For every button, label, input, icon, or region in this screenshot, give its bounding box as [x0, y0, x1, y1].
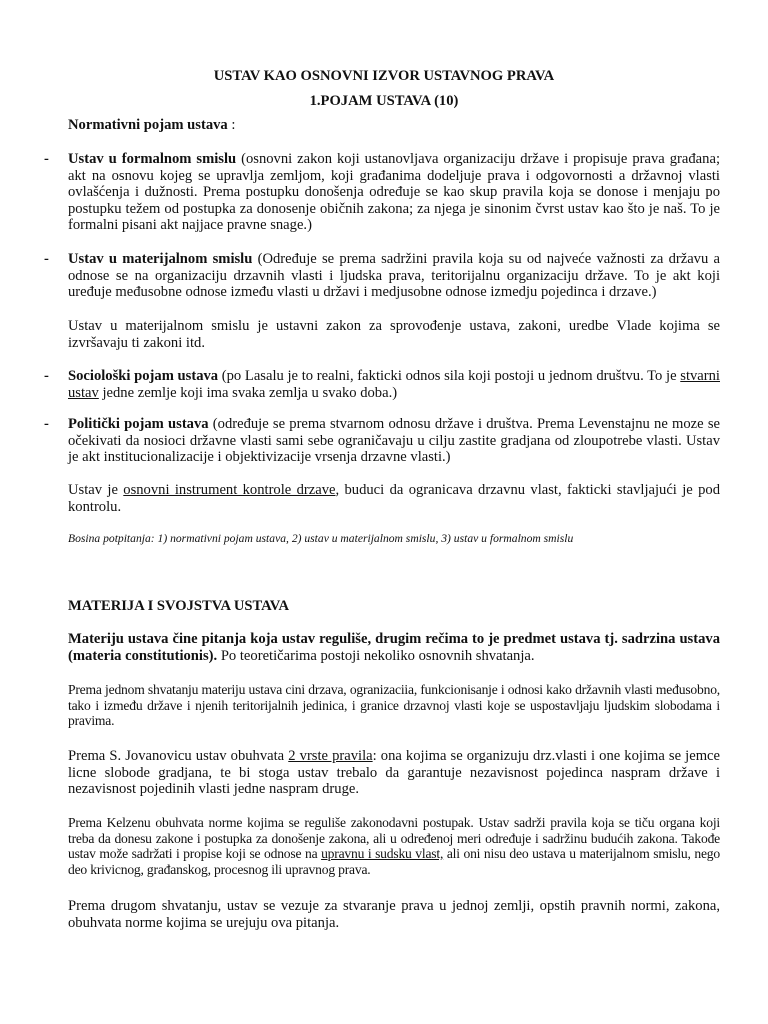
jovanovic-paragraph [68, 748, 720, 798]
formal-sense-paragraph [68, 151, 720, 234]
formal-text: (osnovni zakon koji ustanovljava organizaciju države i propisuje prava građana; akt na osnovu kojeg se upravlja zemljom, koji građanima dodeljuje prava i odgovornosti a državnoj vlasti ovlašćenja i dužnosti. Prema postupku donošenja određuje se kao skup pravila koja se donose i menjaju po postupku težem od postupka za donosenje običnih zakona; za njega je sinonim čvrst ustav kao što je naš. To je formalni pisani akt najjace pravne snage.) [68, 151, 720, 233]
kelzen-text-1: Prema Kelzenu obuhvata norme kojima se reguliše zakonodavni postupak. Ustav sadrži pravila koja se tiču organa koji treba da donesu zakone i postupka za donošenje zakona, ali u određenoj meri određuje i sadržinu budućih zakona. Takođe ustav može sadržati i propise koji se odnose na [68, 815, 720, 861]
section-heading: MATERIJA I SVOJSTVA USTAVA [68, 598, 289, 614]
bullet-dash: - [44, 251, 49, 267]
bullet-dash: - [44, 151, 49, 167]
materija-intro-bold: Materiju ustava čine pitanja koja ustav reguliše, drugim rečima to je predmet ustava tj. sadrzina ustava (materia constitutionis). [68, 631, 720, 664]
material-sense-paragraph [68, 251, 720, 301]
instrument-underlined: osnovni instrument kontrole drzave [123, 482, 336, 498]
jovanovic-underlined: 2 vrste pravila [288, 748, 373, 764]
instrument-paragraph [68, 482, 720, 515]
sociological-underlined: stvarni ustav [68, 368, 720, 401]
normative-label: Normativni pojam ustava [68, 117, 228, 133]
kelzen-underlined: upravnu i sudsku vlast, [321, 846, 444, 861]
document-title: USTAV KAO OSNOVNI IZVOR USTAVNOG PRAVA [213, 68, 555, 84]
kelzen-paragraph [68, 815, 720, 877]
instrument-text-2: , buduci da ogranicava drzavnu vlast, fakticki stavljajući je pod kontrolu. [68, 482, 720, 515]
kelzen-text-2: ali oni nisu deo ustava u materijalnom smislu, nego deo krivicnog, građanskog, procesnog ili upravnog prava. [68, 846, 721, 877]
political-text: (određuje se prema stvarnom odnosu države i društva. Prema Levenstajnu ne moze se očekivati da nosioci državne vlasti sami sebe ograničavaju u cilju zastite gradjana od zloupotrebe vlasti. Ustav je akt institucionalizacije i objektivizacije vrsenja drzavne vlasti.) [68, 416, 720, 465]
sociological-text-2: jedne zemlje koji ima svaka zemlja u svako doba.) [98, 384, 398, 401]
materija-intro-paragraph [68, 631, 720, 664]
bullet-dash: - [44, 416, 49, 432]
instrument-text-1: Ustav je [68, 482, 124, 498]
material-sense-note-paragraph: Ustav u materijalnom smislu je ustavni zakon za sprovođenje ustava, zakoni, uredbe Vlade kojima se izvršavaju ti zakoni itd. [68, 318, 720, 351]
material-text: (Određuje se prema sadržini pravila koja su od najveće važnosti za državu a odnose se na organizaciju drzavnih vlasti i ljudska prava, teritorijalnu organizaciju države. To je akt koji uređuje međusobne odnose između vlasti u državi i medjusobne odnose izmedju pojedinca i drzave.) [68, 251, 720, 300]
political-term: Politički pojam ustava [68, 416, 209, 432]
material-term: Ustav u materijalnom smislu [68, 251, 253, 267]
document-subtitle: 1.POJAM USTAVA (10) [309, 93, 459, 109]
bullet-dash: - [44, 368, 49, 384]
first-view-paragraph: Prema jednom shvatanju materiju ustava cini drzava, ogranizaciia, funkcionisanje i odnosi kako državnih vlasti međusobno, tako i između države i njenih teritorijalnih jedinica, i granice drzavnoj vlasti koje se uspostavljaju ljudskim slobodama i pravima. [68, 682, 720, 728]
jovanovic-text-1: Prema S. Jovanovicu ustav obuhvata [68, 748, 289, 764]
second-view-paragraph: Prema drugom shvatanju, ustav se vezuje za stvaranje prava u jednoj zemlji, opstih pravnih normi, zakona, obuhvata norme kojima se urejuju ova pitanja. [68, 898, 720, 931]
formal-term: Ustav u formalnom smislu [68, 151, 237, 167]
normative-heading [68, 117, 720, 134]
sociological-text-1: (po Lasalu je to realni, fakticki odnos sila koji postoji u jednom društvu. To je [218, 368, 681, 384]
jovanovic-text-2: : ona kojima se organizuju drz.vlasti i one kojima se jemce licne slobode gradjana, te bi stoga ustav trebalo da garantuje nezavisnost pojedinca naspram države i nezavisnost pojedinih vlasti jedne naspram druge. [68, 748, 721, 797]
political-paragraph [68, 416, 720, 466]
normative-colon: : [227, 117, 236, 133]
sociological-paragraph [68, 368, 720, 401]
sociological-term: Sociološki pojam ustava [68, 368, 219, 384]
subquestions-note: Bosina potpitanja: 1) normativni pojam ustava, 2) ustav u materijalnom smislu, 3) ustav u formalnom smislu [68, 532, 574, 545]
materija-intro-text: Po teoretičarima postoji nekoliko osnovnih shvatanja. [217, 647, 535, 664]
